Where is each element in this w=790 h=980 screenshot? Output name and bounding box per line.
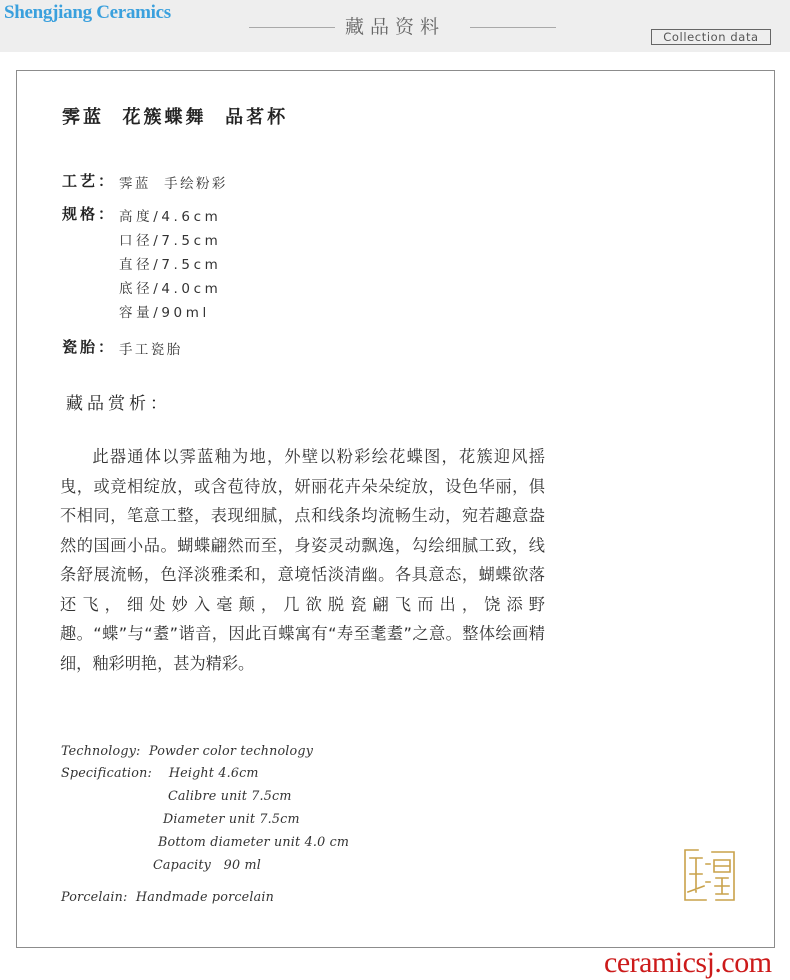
en-technology: Technology: Powder color technology (61, 743, 314, 758)
brand-logo[interactable]: Shengjiang Ceramics (4, 2, 171, 23)
spec-height: 高度/4.6cm (119, 209, 222, 225)
en-specification: Specification: Height 4.6cm (61, 765, 259, 780)
body-label: 瓷胎： (62, 338, 117, 356)
site-watermark: ceramicsj.com (604, 946, 772, 979)
en-bottom: Bottom diameter unit 4.0 cm (158, 834, 350, 849)
body-value: 手工瓷胎 (119, 342, 183, 358)
spec-base: 底径/4.0cm (119, 281, 222, 297)
analysis-title: 藏品赏析： (66, 394, 171, 414)
spec-label: 规格： (62, 205, 117, 223)
en-diameter: Diameter unit 7.5cm (163, 811, 300, 826)
product-title: 霁蓝 花簇蝶舞 品茗杯 (62, 107, 289, 128)
spec-diameter: 直径/7.5cm (119, 257, 222, 273)
spec-mouth: 口径/7.5cm (119, 233, 222, 249)
craft-value: 霁蓝 手绘粉彩 (119, 176, 228, 192)
section-badge: Collection data (651, 29, 771, 45)
seal-stamp-icon (682, 846, 738, 904)
craft-label: 工艺： (62, 172, 117, 190)
en-porcelain: Porcelain: Handmade porcelain (61, 889, 275, 904)
section-title: 藏品资料 (344, 16, 445, 38)
spec-capacity: 容量/90ml (119, 305, 210, 321)
en-capacity: Capacity 90 ml (153, 857, 261, 872)
en-calibre: Calibre unit 7.5cm (168, 788, 292, 803)
analysis-text: 此器通体以霁蓝釉为地，外壁以粉彩绘花蝶图，花簇迎风摇曳，或竞相绽放，或含苞待放，妍丽花卉朵朵绽放，设色华丽，俱不相同，笔意工整，表现细腻，点和线条均流畅生动，宛若趣意盎然的国画小品。蝴蝶翩然而至，身姿灵动飘逸，勾绘细腻工致，线条舒展流畅，色泽淡雅柔和，意境恬淡清幽。各具意态，蝴蝶欲落还飞，细处妙入毫颠，几欲脱瓷翩飞而出，饶添野趣。“蝶”与“耋”谐音，因此百蝶寓有“寿至耄耋”之意。整体绘画精细，釉彩明艳，甚为精彩。 (60, 447, 545, 673)
header-divider-right (470, 27, 556, 28)
